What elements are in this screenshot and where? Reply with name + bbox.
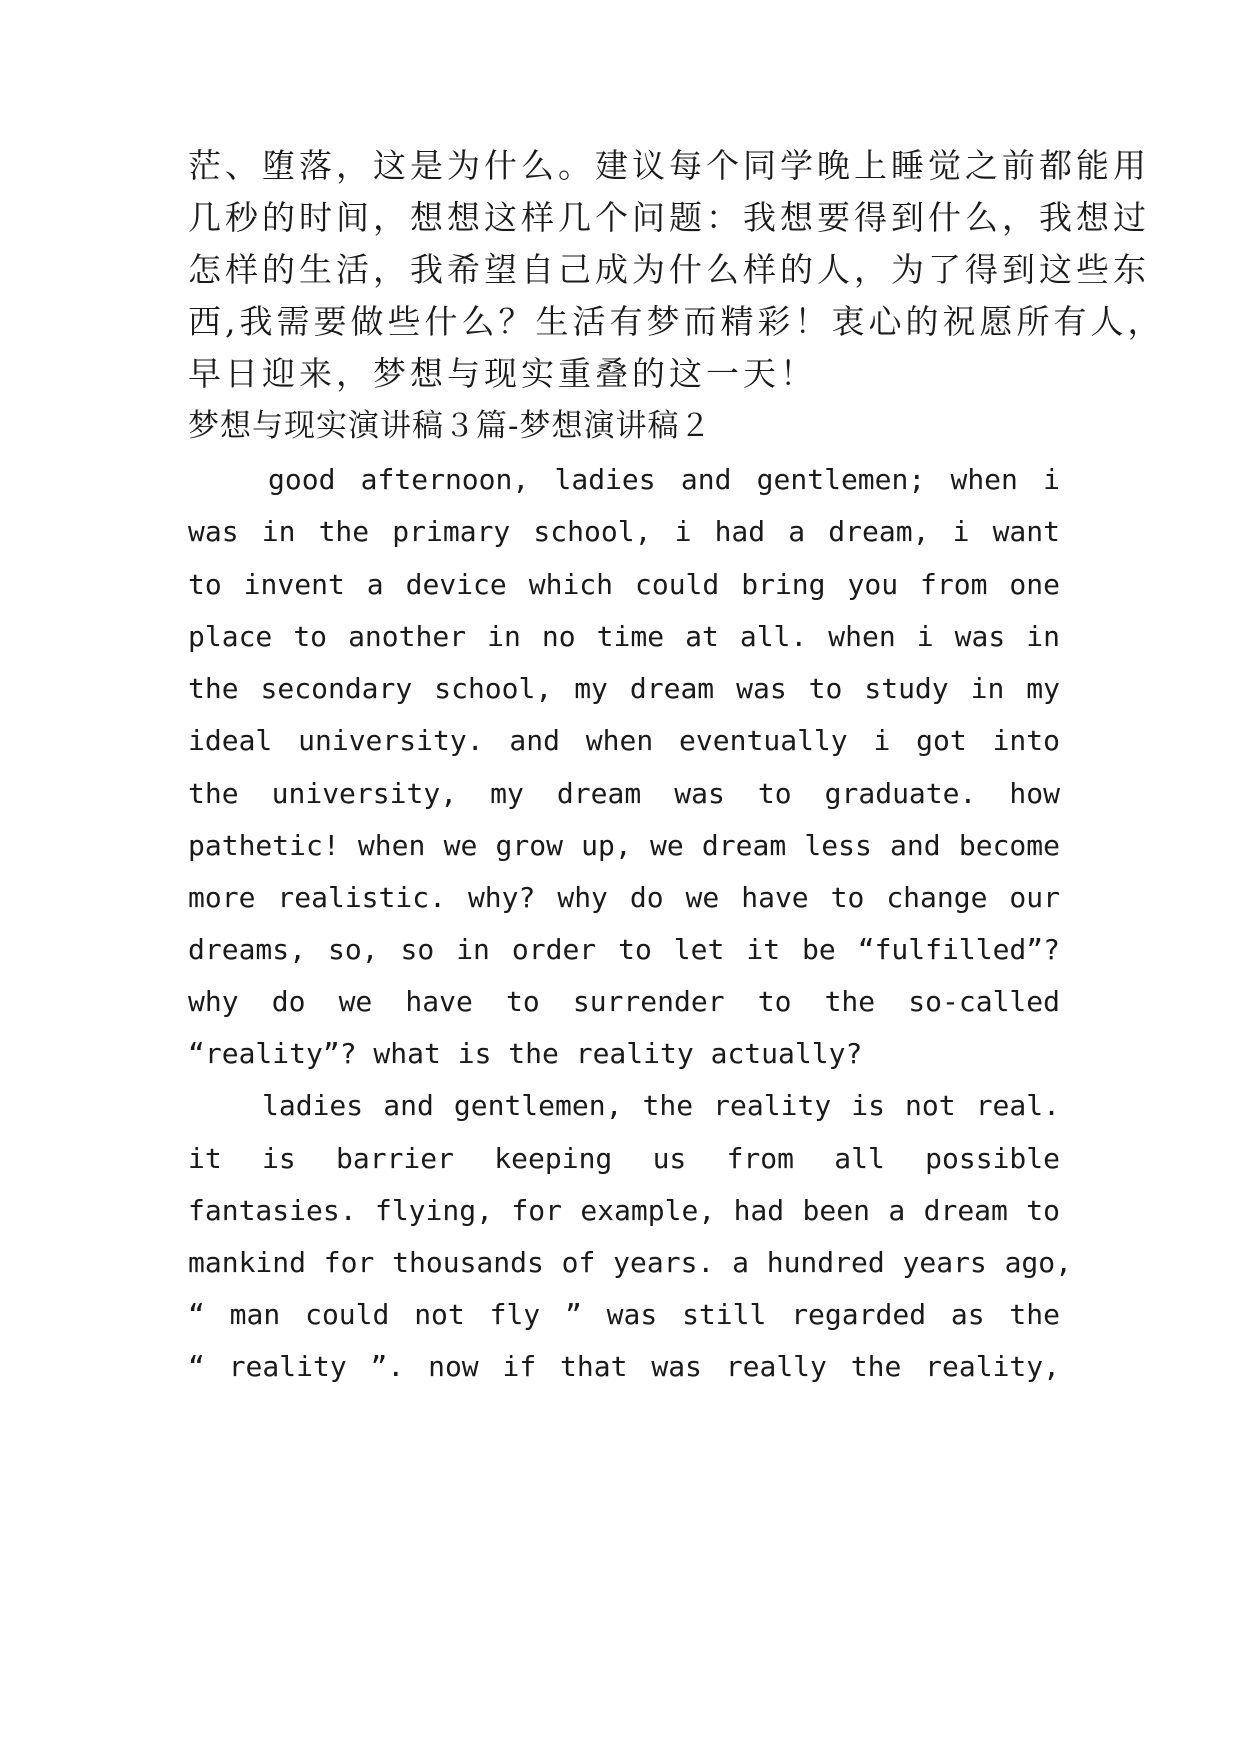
- english-paragraph-2-line-3: fantasies. flying, for example, had been a dream to: [188, 1194, 1060, 1227]
- section-title: 梦想与现实演讲稿３篇-梦想演讲稿２: [188, 408, 712, 444]
- english-paragraph-1-line-8: pathetic! when we grow up, we dream less and become: [188, 829, 1060, 862]
- english-paragraph-1-line-1: good afternoon, ladies and gentlemen; when i: [268, 463, 1060, 496]
- english-paragraph-2-line-5: “ man could not fly ” was still regarded as the: [188, 1298, 1060, 1331]
- english-paragraph-1-line-6: ideal university. and when eventually i got into: [188, 724, 1060, 757]
- chinese-paragraph-line-3: 怎样的生活，我希望自己成为什么样的人，为了得到这些东: [188, 250, 1150, 289]
- english-paragraph-1-line-5: the secondary school, my dream was to study in my: [188, 672, 1060, 705]
- english-paragraph-1-line-3: to invent a device which could bring you from one: [188, 568, 1060, 601]
- chinese-paragraph-line-4: 西,我需要做些什么？生活有梦而精彩！衷心的祝愿所有人，: [188, 302, 1165, 341]
- english-paragraph-2-line-6: “ reality ”. now if that was really the reality,: [188, 1350, 1060, 1383]
- chinese-paragraph-line-2: 几秒的时间，想想这样几个问题：我想要得到什么，我想过: [188, 198, 1150, 237]
- english-paragraph-1-line-11: why do we have to surrender to the so-called: [188, 985, 1060, 1018]
- english-paragraph-1-line-7: the university, my dream was to graduate. how: [188, 777, 1060, 810]
- english-paragraph-2-line-2: it is barrier keeping us from all possible: [188, 1142, 1060, 1175]
- english-paragraph-1-line-10: dreams, so, so in order to let it be “fulfilled”?: [188, 933, 1060, 966]
- chinese-paragraph-line-5: 早日迎来，梦想与现实重叠的这一天！: [188, 354, 817, 393]
- english-paragraph-1-line-9: more realistic. why? why do we have to change our: [188, 881, 1060, 914]
- english-paragraph-1-line-2: was in the primary school, i had a dream, i want: [188, 515, 1060, 548]
- english-paragraph-1-line-4: place to another in no time at all. when i was in: [188, 620, 1060, 653]
- chinese-paragraph-line-1: 茫、堕落，这是为什么。建议每个同学晚上睡觉之前都能用: [188, 146, 1150, 185]
- english-paragraph-2-line-1: ladies and gentlemen, the reality is not real.: [262, 1089, 1060, 1122]
- english-paragraph-1-line-12: “reality”? what is the reality actually?: [188, 1037, 863, 1070]
- english-paragraph-2-line-4: mankind for thousands of years. a hundred years ago,: [188, 1246, 1072, 1279]
